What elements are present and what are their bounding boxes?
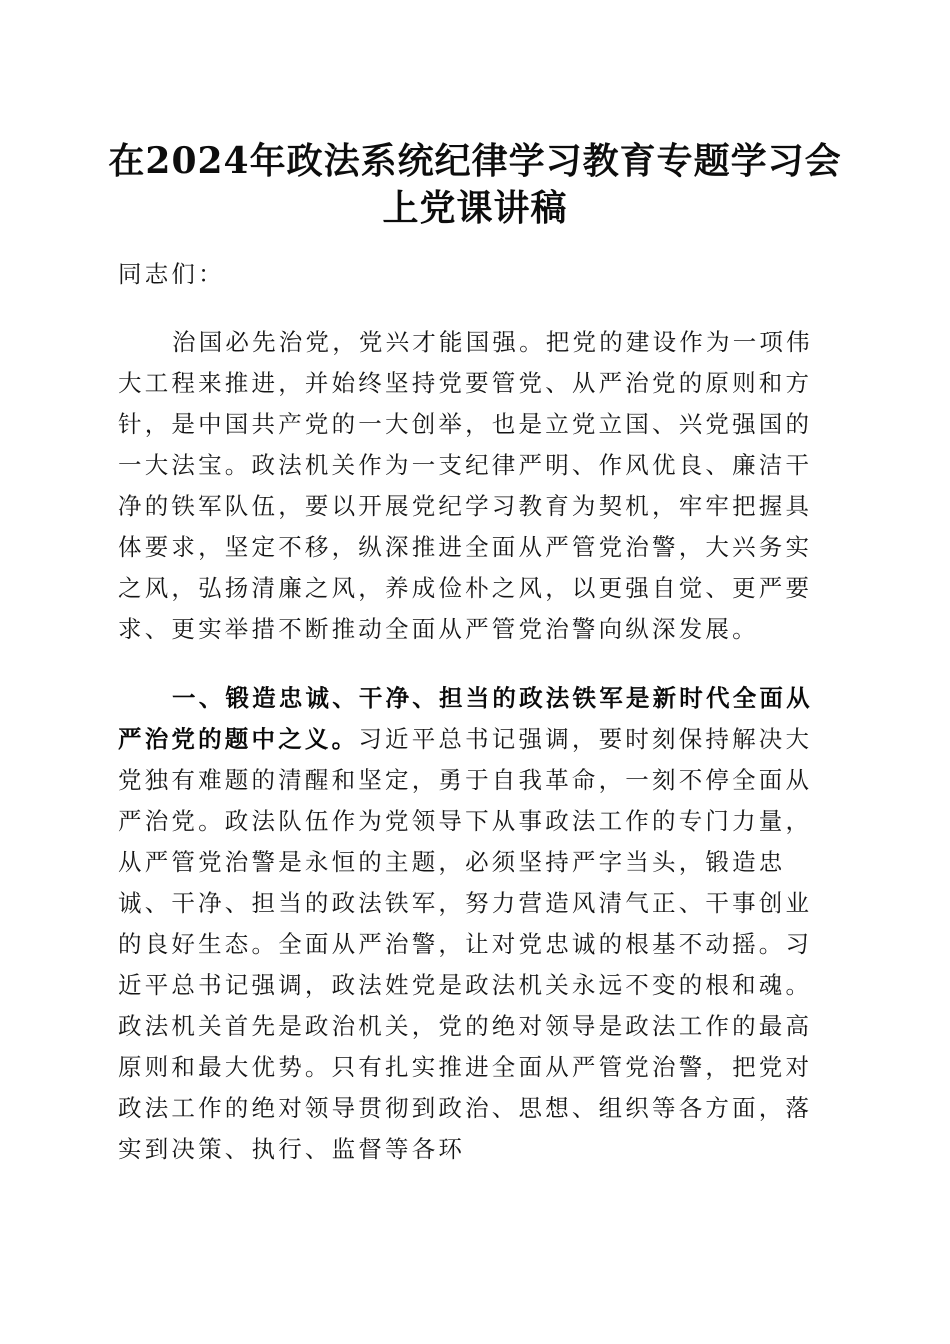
greeting: 同志们：: [118, 260, 225, 288]
paragraph-intro: 治国必先治党，党兴才能国强。把党的建设作为一项伟大工程来推进，并始终坚持党要管党、从严治党的原则和方针，是中国共产党的一大创举，也是立党立国、兴党强国的一大法宝。政法机关作为一支纪律严明、作风优良、廉洁干净的铁军队伍，要以开展党纪学习教育为契机，牢牢把握具体要求，坚定不移，纵深推进全面从严管党治警，大兴务实之风，弘扬清廉之风，养成俭朴之风，以更强自觉、更严要求、更实举措不断推动全面从严管党治警向纵深发展。: [118, 328, 813, 643]
section-1-heading: 一、锻造忠诚、干净、担当的政法铁军是新时代全面从严治党的题中之义。: [118, 684, 813, 753]
document-title-line-1: 在2024年政法系统纪律学习教育专题学习会: [108, 140, 842, 182]
section-1-body: 习近平总书记强调，要时刻保持解决大党独有难题的清醒和坚定，勇于自我革命，一刻不停全面从严治党。政法队伍作为党领导下从事政法工作的专门力量，从严管党治警是永恒的主题，必须坚持严字当头，锻造忠诚、干净、担当的政法铁军，努力营造风清气正、干事创业的良好生态。全面从严治警，让对党忠诚的根基不动摇。习近平总书记强调，政法姓党是政法机关永远不变的根和魂。政法机关首先是政治机关，党的绝对领导是政法工作的最高原则和最大优势。只有扎实推进全面从严管党治警，把党对政法工作的绝对领导贯彻到政治、思想、组织等各方面，落实到决策、执行、监督等各环: [118, 725, 813, 1163]
document-title-line-2: 上党课讲稿: [382, 187, 568, 229]
paragraph-section-1: [118, 678, 838, 1170]
